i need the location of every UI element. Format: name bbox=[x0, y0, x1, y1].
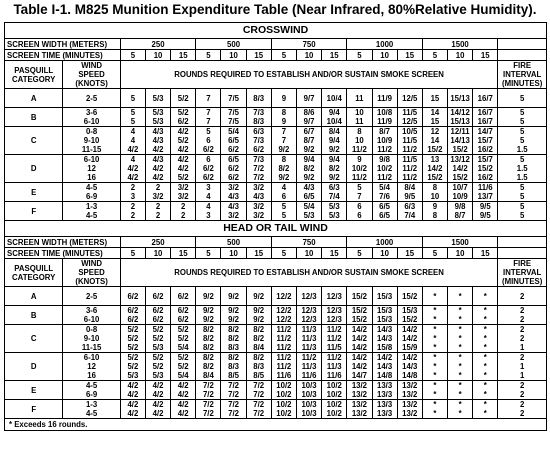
screen-time-value: 5 bbox=[422, 50, 447, 61]
rounds-cell: 5/2 5/2 5/3 bbox=[145, 325, 170, 353]
expenditure-table bbox=[4, 22, 547, 431]
rounds-cell: 11/6 13/7 bbox=[473, 183, 498, 202]
rounds-cell: 3/2 3/2 bbox=[246, 202, 271, 221]
rounds-cell: 11/5 11/2 11/2 bbox=[397, 155, 422, 183]
fire-interval-cell: 2 2 bbox=[498, 306, 547, 325]
rounds-cell: 3/2 4/3 bbox=[246, 183, 271, 202]
rounds-cell: 8/7 10/9 11/2 bbox=[372, 127, 397, 155]
rounds-cell: * * bbox=[422, 306, 447, 325]
rounds-cell: 4 4 4/2 bbox=[120, 127, 145, 155]
rounds-cell: 4/2 4/2 bbox=[145, 381, 170, 400]
rounds-cell: 6/2 bbox=[171, 287, 196, 306]
rounds-cell: 9 8 bbox=[422, 202, 447, 221]
rounds-cell: 5/2 5/2 5/4 bbox=[171, 325, 196, 353]
rounds-cell: 14/2 14/2 15/9 bbox=[397, 325, 422, 353]
rounds-cell: 4/2 4/2 5/2 bbox=[171, 155, 196, 183]
rounds-cell: 4/3 3/2 bbox=[221, 202, 246, 221]
rounds-cell: * * bbox=[473, 306, 498, 325]
rounds-cell: 12/3 bbox=[322, 287, 347, 306]
rounds-cell: 4/2 4/2 bbox=[171, 381, 196, 400]
wind-speed-header: WIND SPEED (KNOTS) bbox=[63, 259, 120, 287]
rounds-cell: 5/4 7/6 bbox=[372, 183, 397, 202]
wind-speed-cell: 0-8 9-10 11-15 bbox=[63, 127, 120, 155]
rounds-cell: 14/7 15/7 16/2 bbox=[473, 127, 498, 155]
rounds-cell: 15/2 bbox=[397, 287, 422, 306]
table-row bbox=[5, 108, 547, 127]
blank-cell bbox=[498, 237, 547, 248]
blank-cell bbox=[498, 39, 547, 50]
rounds-cell: 15/2 bbox=[347, 287, 372, 306]
rounds-cell: 5/2 5/2 5/2 bbox=[120, 325, 145, 353]
rounds-cell: 11/2 11/3 11/6 bbox=[322, 353, 347, 381]
rounds-cell: * * * bbox=[473, 325, 498, 353]
rounds-cell: 15/2 15/2 bbox=[347, 306, 372, 325]
rounds-cell: 5 5 bbox=[271, 202, 296, 221]
rounds-cell: * bbox=[448, 287, 473, 306]
rounds-cell: 13/2 13/2 bbox=[397, 381, 422, 400]
rounds-cell: * * bbox=[473, 381, 498, 400]
rounds-cell: 3 4 bbox=[196, 183, 221, 202]
rounds-cell: 9/8 8/7 bbox=[448, 202, 473, 221]
pasquill-category-C: C bbox=[5, 127, 63, 155]
rounds-cell: 8/3 bbox=[246, 89, 271, 108]
rounds-cell: 14/2 14/2 14/2 bbox=[347, 325, 372, 353]
wind-speed-cell: 1-3 4-5 bbox=[63, 202, 120, 221]
rounds-cell: 4/2 4/2 bbox=[171, 400, 196, 419]
pasquill-category-A: A bbox=[5, 287, 63, 306]
rounds-cell: 10/3 10/3 bbox=[296, 400, 321, 419]
rounds-cell: 9/4 8/2 9/2 bbox=[296, 155, 321, 183]
rounds-cell: 8/2 8/3 8/5 bbox=[221, 353, 246, 381]
wind-speed-cell: 1-3 4-5 bbox=[63, 400, 120, 419]
pasquill-category-D: D bbox=[5, 155, 63, 183]
rounds-cell: 16/7 bbox=[473, 89, 498, 108]
wind-speed-cell: 4-5 6-9 bbox=[63, 381, 120, 400]
rounds-cell: 5/3 5/3 bbox=[145, 108, 170, 127]
fire-interval-header: FIRE INTERVAL (MINUTES) bbox=[498, 61, 547, 89]
rounds-cell: 9/2 9/2 bbox=[196, 306, 221, 325]
rounds-cell: 12/2 12/2 bbox=[271, 306, 296, 325]
pasquill-category-E: E bbox=[5, 183, 63, 202]
rounds-cell: * * bbox=[422, 381, 447, 400]
rounds-cell: 8/2 8/3 8/5 bbox=[246, 353, 271, 381]
rounds-required-header: ROUNDS REQUIRED TO ESTABLISH AND/OR SUSTAIN SMOKE SCREEN bbox=[120, 61, 498, 89]
rounds-cell: 11 bbox=[347, 89, 372, 108]
rounds-cell: 6/3 7/3 6/2 bbox=[246, 127, 271, 155]
rounds-cell: 11/9 bbox=[372, 89, 397, 108]
screen-time-value: 5 bbox=[196, 50, 221, 61]
blank-cell bbox=[498, 50, 547, 61]
wind-speed-cell: 4-5 6-9 bbox=[63, 183, 120, 202]
rounds-cell: 4/3 4/3 4/2 bbox=[145, 127, 170, 155]
rounds-cell: 5/2 5/2 5/4 bbox=[171, 353, 196, 381]
screen-time-value: 15 bbox=[397, 248, 422, 259]
screen-width-750: 750 bbox=[271, 237, 347, 248]
rounds-cell: 10/4 bbox=[322, 89, 347, 108]
screen-time-value: 5 bbox=[120, 248, 145, 259]
screen-time-value: 5 bbox=[271, 50, 296, 61]
rounds-cell: 6/2 bbox=[120, 287, 145, 306]
rounds-cell: 7/2 7/2 bbox=[196, 400, 221, 419]
rounds-cell: 5 7 bbox=[347, 183, 372, 202]
table-row bbox=[5, 400, 547, 419]
rounds-cell: 11/3 11/3 11/3 bbox=[296, 325, 321, 353]
screen-time-value: 10 bbox=[448, 248, 473, 259]
fire-interval-cell: 5 5 bbox=[498, 202, 547, 221]
rounds-cell: 2 2 bbox=[120, 202, 145, 221]
rounds-cell: 12 14 15/2 bbox=[422, 127, 447, 155]
rounds-cell: 10/2 10/2 bbox=[322, 400, 347, 419]
rounds-cell: 9/2 bbox=[196, 287, 221, 306]
rounds-cell: * * * bbox=[422, 353, 447, 381]
rounds-cell: 12/3 12/3 bbox=[296, 306, 321, 325]
footnote: * Exceeds 16 rounds. bbox=[5, 419, 547, 431]
blank-cell bbox=[498, 248, 547, 259]
rounds-cell: 11/2 11/2 11/2 bbox=[271, 325, 296, 353]
rounds-cell: 6/5 6/5 bbox=[372, 202, 397, 221]
rounds-cell: 4/2 4/2 bbox=[120, 381, 145, 400]
wind-speed-header: WIND SPEED (KNOTS) bbox=[63, 61, 120, 89]
screen-width-1500: 1500 bbox=[422, 237, 498, 248]
rounds-cell: 9/2 9/2 bbox=[246, 306, 271, 325]
rounds-cell: * * * bbox=[422, 325, 447, 353]
rounds-cell: 9 bbox=[271, 89, 296, 108]
screen-width-label: SCREEN WIDTH (METERS) bbox=[5, 237, 121, 248]
fire-interval-cell: 2 1 1 bbox=[498, 353, 547, 381]
rounds-cell: 6/2 6/2 bbox=[120, 306, 145, 325]
rounds-cell: 5/2 5/2 5/3 bbox=[145, 353, 170, 381]
rounds-cell: 10/2 10/2 bbox=[271, 381, 296, 400]
pasquill-category-header: PASQUILL CATEGORY bbox=[5, 61, 63, 89]
rounds-cell: 14/12 15/13 bbox=[448, 108, 473, 127]
screen-width-750: 750 bbox=[271, 39, 347, 50]
rounds-cell: 8 10 bbox=[422, 183, 447, 202]
rounds-cell: 5/3 5/3 bbox=[322, 202, 347, 221]
wind-speed-cell: 6-10 12 16 bbox=[63, 155, 120, 183]
rounds-cell: 6 6/2 6/2 bbox=[196, 155, 221, 183]
rounds-cell: 5 bbox=[120, 89, 145, 108]
rounds-cell: 9/8 10/2 11/2 bbox=[372, 155, 397, 183]
rounds-cell: 14/2 14/3 14/8 bbox=[397, 353, 422, 381]
rounds-cell: 7/2 7/2 bbox=[196, 381, 221, 400]
rounds-cell: 11/2 11/2 11/5 bbox=[322, 325, 347, 353]
rounds-cell: 12/5 bbox=[397, 89, 422, 108]
screen-time-value: 10 bbox=[372, 50, 397, 61]
rounds-cell: 5 6 6/2 bbox=[196, 127, 221, 155]
screen-width-250: 250 bbox=[120, 39, 196, 50]
rounds-cell: 9/4 10/4 bbox=[322, 108, 347, 127]
screen-time-value: 15 bbox=[246, 248, 271, 259]
rounds-cell: 6/3 7/4 bbox=[397, 202, 422, 221]
section-title-headtail: HEAD OR TAIL WIND bbox=[5, 221, 547, 237]
rounds-cell: 7/2 7/2 bbox=[221, 381, 246, 400]
screen-width-1000: 1000 bbox=[347, 39, 423, 50]
rounds-cell: * * bbox=[448, 306, 473, 325]
rounds-cell: 13/2 13/2 bbox=[347, 400, 372, 419]
rounds-cell: 9/7 bbox=[296, 89, 321, 108]
wind-speed-cell: 0-8 9-10 11-15 bbox=[63, 325, 120, 353]
screen-time-value: 10 bbox=[145, 248, 170, 259]
screen-time-value: 5 bbox=[120, 50, 145, 61]
screen-time-value: 10 bbox=[221, 50, 246, 61]
rounds-cell: 10/2 10/2 bbox=[322, 381, 347, 400]
rounds-cell: 7 7 bbox=[196, 108, 221, 127]
pasquill-category-F: F bbox=[5, 400, 63, 419]
rounds-cell: 14/2 14/2 14/7 bbox=[347, 353, 372, 381]
rounds-cell: 14/2 14/3 14/8 bbox=[372, 353, 397, 381]
rounds-cell: 7 7 9/2 bbox=[271, 127, 296, 155]
rounds-cell: 14 15 bbox=[422, 108, 447, 127]
wind-speed-cell: 2-5 bbox=[63, 89, 120, 108]
screen-time-value: 10 bbox=[372, 248, 397, 259]
table-row bbox=[5, 325, 547, 353]
screen-time-value: 10 bbox=[448, 50, 473, 61]
rounds-cell: * * * bbox=[448, 353, 473, 381]
rounds-cell: 9/2 bbox=[221, 287, 246, 306]
screen-time-value: 15 bbox=[473, 50, 498, 61]
fire-interval-cell: 2 2 1 bbox=[498, 325, 547, 353]
screen-width-500: 500 bbox=[196, 237, 272, 248]
pasquill-category-D: D bbox=[5, 353, 63, 381]
rounds-cell: 3/2 3/2 bbox=[171, 183, 196, 202]
wind-speed-cell: 2-5 bbox=[63, 287, 120, 306]
rounds-cell: 6/2 6/2 bbox=[171, 306, 196, 325]
rounds-cell: 9/5 9/5 bbox=[473, 202, 498, 221]
table-row bbox=[5, 183, 547, 202]
screen-time-value: 5 bbox=[347, 248, 372, 259]
rounds-cell: 7/5 7/5 bbox=[221, 108, 246, 127]
rounds-cell: 6 6 bbox=[347, 202, 372, 221]
rounds-cell: 6/2 bbox=[145, 287, 170, 306]
pasquill-category-header: PASQUILL CATEGORY bbox=[5, 259, 63, 287]
rounds-cell: 8/6 9/7 bbox=[296, 108, 321, 127]
table-row bbox=[5, 202, 547, 221]
screen-time-label: SCREEN TIME (MINUTES) bbox=[5, 248, 121, 259]
rounds-cell: * * bbox=[422, 400, 447, 419]
rounds-cell: * * bbox=[473, 400, 498, 419]
screen-width-500: 500 bbox=[196, 39, 272, 50]
screen-time-value: 10 bbox=[145, 50, 170, 61]
rounds-cell: 4/3 4/2 4/2 bbox=[145, 155, 170, 183]
rounds-cell: 4 6 bbox=[271, 183, 296, 202]
rounds-cell: 14/3 14/3 15/8 bbox=[372, 325, 397, 353]
rounds-cell: 8/4 9/5 bbox=[397, 183, 422, 202]
rounds-cell: 13/12 14/2 15/2 bbox=[448, 155, 473, 183]
rounds-cell: 10/3 10/3 bbox=[296, 381, 321, 400]
rounds-cell: 5/4 5/3 bbox=[296, 202, 321, 221]
section-title-crosswind: CROSSWIND bbox=[5, 23, 547, 39]
rounds-cell: 8 9 bbox=[271, 108, 296, 127]
rounds-cell: 9/4 8/2 9/2 bbox=[322, 155, 347, 183]
rounds-cell: 10 11 bbox=[347, 108, 372, 127]
screen-width-250: 250 bbox=[120, 237, 196, 248]
rounds-cell: 7/2 7/2 bbox=[221, 400, 246, 419]
rounds-cell: 9/2 bbox=[246, 287, 271, 306]
table-row bbox=[5, 127, 547, 155]
rounds-cell: 5/2 6/2 bbox=[171, 108, 196, 127]
screen-time-value: 5 bbox=[271, 248, 296, 259]
screen-width-label: SCREEN WIDTH (METERS) bbox=[5, 39, 121, 50]
rounds-cell: 11/5 12/5 bbox=[397, 108, 422, 127]
rounds-cell: 8 8/2 9/2 bbox=[271, 155, 296, 183]
rounds-cell: 13/2 13/2 bbox=[397, 400, 422, 419]
screen-time-value: 5 bbox=[347, 50, 372, 61]
rounds-cell: 15/7 15/2 16/2 bbox=[473, 155, 498, 183]
table-row bbox=[5, 353, 547, 381]
rounds-cell: 13/3 13/3 bbox=[372, 400, 397, 419]
screen-time-label: SCREEN TIME (MINUTES) bbox=[5, 50, 121, 61]
rounds-cell: 5/4 6/5 6/2 bbox=[221, 127, 246, 155]
rounds-cell: * bbox=[422, 287, 447, 306]
rounds-cell: 4 4/2 4/2 bbox=[120, 155, 145, 183]
pasquill-category-B: B bbox=[5, 306, 63, 325]
rounds-cell: 13/2 13/2 bbox=[347, 381, 372, 400]
rounds-cell: 10/2 10/2 bbox=[271, 400, 296, 419]
wind-speed-cell: 6-10 12 16 bbox=[63, 353, 120, 381]
rounds-cell: 8/2 8/2 8/4 bbox=[196, 353, 221, 381]
rounds-cell: 16/7 16/7 bbox=[473, 108, 498, 127]
screen-time-value: 5 bbox=[422, 248, 447, 259]
rounds-cell: 12/3 12/3 bbox=[322, 306, 347, 325]
rounds-cell: 6/2 6/2 bbox=[145, 306, 170, 325]
rounds-cell: 6/7 8/7 9/2 bbox=[296, 127, 321, 155]
screen-time-value: 15 bbox=[397, 50, 422, 61]
rounds-cell: 15/3 bbox=[372, 287, 397, 306]
pasquill-category-F: F bbox=[5, 202, 63, 221]
rounds-cell: 10/8 11/9 bbox=[372, 108, 397, 127]
rounds-cell: 8/2 8/2 8/3 bbox=[221, 325, 246, 353]
fire-interval-cell: 2 bbox=[498, 287, 547, 306]
rounds-cell: 13/3 13/3 bbox=[372, 381, 397, 400]
rounds-cell: * * * bbox=[448, 325, 473, 353]
wind-speed-cell: 3-6 6-10 bbox=[63, 306, 120, 325]
fire-interval-cell: 2 2 bbox=[498, 400, 547, 419]
rounds-cell: * * bbox=[448, 400, 473, 419]
table-row bbox=[5, 306, 547, 325]
screen-time-value: 15 bbox=[246, 50, 271, 61]
page-title: Table I-1. M825 Munition Expenditure Table (Near Infrared, 80%Relative Humidity). bbox=[13, 2, 537, 17]
rounds-cell: 6/5 6/2 6/2 bbox=[221, 155, 246, 183]
rounds-required-header: ROUNDS REQUIRED TO ESTABLISH AND/OR SUSTAIN SMOKE SCREEN bbox=[120, 259, 498, 287]
fire-interval-header: FIRE INTERVAL (MINUTES) bbox=[498, 259, 547, 287]
rounds-cell: 4/2 5/2 4/2 bbox=[171, 127, 196, 155]
rounds-cell: 4/2 4/2 bbox=[120, 400, 145, 419]
fire-interval-cell: 5 bbox=[498, 89, 547, 108]
rounds-cell: 10/5 11/5 11/2 bbox=[397, 127, 422, 155]
screen-time-value: 15 bbox=[473, 248, 498, 259]
rounds-cell: 15/3 15/2 bbox=[397, 306, 422, 325]
rounds-cell: 5/2 bbox=[171, 89, 196, 108]
rounds-cell: 6/3 7/4 bbox=[322, 183, 347, 202]
rounds-cell: 5/2 5/2 5/3 bbox=[120, 353, 145, 381]
rounds-cell: 7/3 7/2 7/2 bbox=[246, 155, 271, 183]
rounds-cell: * * bbox=[448, 381, 473, 400]
rounds-cell: 13 14/2 15/2 bbox=[422, 155, 447, 183]
rounds-cell: 8/2 8/2 8/4 bbox=[246, 325, 271, 353]
rounds-cell: 3/2 4/3 bbox=[221, 183, 246, 202]
table-row bbox=[5, 287, 547, 306]
screen-time-value: 15 bbox=[322, 50, 347, 61]
pasquill-category-E: E bbox=[5, 381, 63, 400]
table-row bbox=[5, 155, 547, 183]
rounds-cell: 15/3 15/3 bbox=[372, 306, 397, 325]
rounds-cell: 8/2 8/2 8/2 bbox=[196, 325, 221, 353]
rounds-cell: 2 3/2 bbox=[145, 183, 170, 202]
pasquill-category-B: B bbox=[5, 108, 63, 127]
rounds-cell: 9/2 9/2 bbox=[221, 306, 246, 325]
table-row bbox=[5, 381, 547, 400]
fire-interval-cell: 5 5 bbox=[498, 108, 547, 127]
rounds-cell: 11/2 11/3 11/6 bbox=[296, 353, 321, 381]
screen-time-value: 15 bbox=[322, 248, 347, 259]
rounds-cell: 12/3 bbox=[296, 287, 321, 306]
rounds-cell: 8 10 11/2 bbox=[347, 127, 372, 155]
rounds-cell: 4 3 bbox=[196, 202, 221, 221]
rounds-cell: 9 10/2 11/2 bbox=[347, 155, 372, 183]
fire-interval-cell: 2 2 bbox=[498, 381, 547, 400]
rounds-cell: 12/11 14/13 15/2 bbox=[448, 127, 473, 155]
rounds-cell: 2 2 bbox=[145, 202, 170, 221]
screen-time-value: 15 bbox=[171, 248, 196, 259]
rounds-cell: * bbox=[473, 287, 498, 306]
rounds-cell: 7/3 8/3 bbox=[246, 108, 271, 127]
rounds-cell: 2 3 bbox=[120, 183, 145, 202]
rounds-cell: 15 bbox=[422, 89, 447, 108]
rounds-cell: 12/2 bbox=[271, 287, 296, 306]
pasquill-category-C: C bbox=[5, 325, 63, 353]
pasquill-category-A: A bbox=[5, 89, 63, 108]
screen-time-value: 10 bbox=[296, 248, 321, 259]
rounds-cell: * * * bbox=[473, 353, 498, 381]
rounds-cell: 7 bbox=[196, 89, 221, 108]
rounds-cell: 10/7 10/9 bbox=[448, 183, 473, 202]
screen-time-value: 10 bbox=[221, 248, 246, 259]
rounds-cell: 5 5 bbox=[120, 108, 145, 127]
rounds-cell: 7/2 7/2 bbox=[246, 400, 271, 419]
rounds-cell: 5/3 bbox=[145, 89, 170, 108]
fire-interval-cell: 5 1.5 1.5 bbox=[498, 155, 547, 183]
screen-width-1000: 1000 bbox=[347, 237, 423, 248]
rounds-cell: 7/2 7/2 bbox=[246, 381, 271, 400]
screen-width-1500: 1500 bbox=[422, 39, 498, 50]
screen-time-value: 10 bbox=[296, 50, 321, 61]
table-row bbox=[5, 89, 547, 108]
rounds-cell: 4/2 4/2 bbox=[145, 400, 170, 419]
rounds-cell: 4/3 6/5 bbox=[296, 183, 321, 202]
rounds-cell: 7/5 bbox=[221, 89, 246, 108]
wind-speed-cell: 3-6 6-10 bbox=[63, 108, 120, 127]
rounds-cell: 15/13 bbox=[448, 89, 473, 108]
screen-time-value: 15 bbox=[171, 50, 196, 61]
rounds-cell: 8/4 9/4 9/2 bbox=[322, 127, 347, 155]
screen-time-value: 5 bbox=[196, 248, 221, 259]
fire-interval-cell: 5 5 1.5 bbox=[498, 127, 547, 155]
fire-interval-cell: 5 5 bbox=[498, 183, 547, 202]
rounds-cell: 11/2 11/2 11/6 bbox=[271, 353, 296, 381]
rounds-cell: 2 2 bbox=[171, 202, 196, 221]
